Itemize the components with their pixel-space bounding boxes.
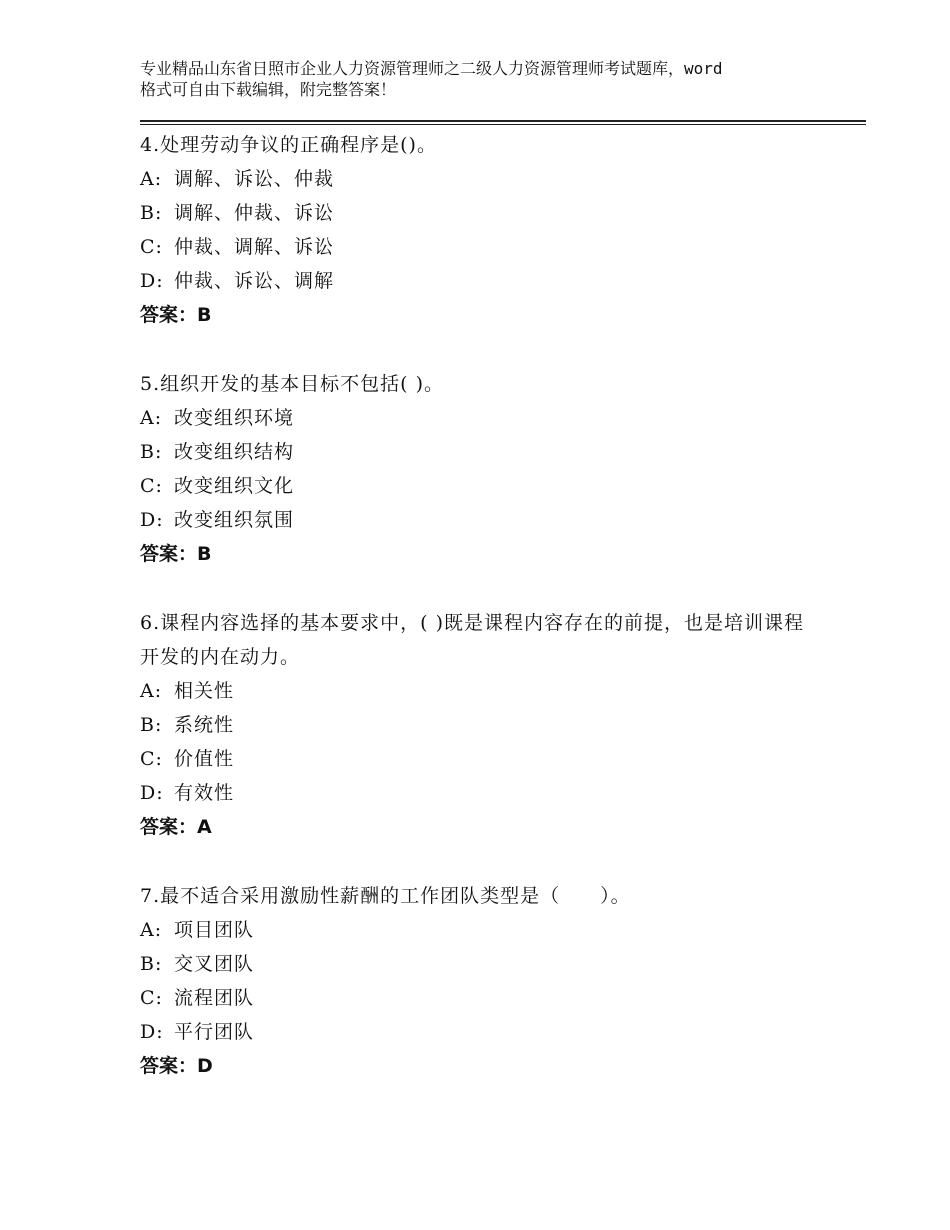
- option-d: [140, 776, 820, 810]
- option-b: [140, 947, 820, 981]
- question-stem: 6.课程内容选择的基本要求中，( )既是课程内容存在的前提，也是培训课程开发的内在动力。: [140, 612, 804, 668]
- option-a: [140, 913, 820, 947]
- option-text: 平行团队: [174, 1021, 255, 1043]
- option-text: 项目团队: [174, 919, 255, 941]
- option-text: 价值性: [174, 748, 235, 770]
- question-stem: 5.组织开发的基本目标不包括( )。: [140, 373, 444, 395]
- option-c: [140, 230, 820, 264]
- option-c: [140, 981, 820, 1015]
- option-letter: B:: [140, 202, 163, 224]
- option-letter: D:: [140, 782, 164, 804]
- option-a: [140, 401, 820, 435]
- question-spacer: [140, 571, 820, 606]
- header-divider-thin: [140, 124, 866, 125]
- option-letter: D:: [140, 270, 164, 292]
- option-text: 调解、诉讼、仲裁: [174, 168, 335, 190]
- answer-line: 答案：A: [140, 816, 212, 838]
- option-text: 仲裁、诉讼、调解: [174, 270, 335, 292]
- option-d: [140, 503, 820, 537]
- option-b: [140, 435, 820, 469]
- question-5: [140, 367, 820, 571]
- option-text: 调解、仲裁、诉讼: [174, 202, 335, 224]
- option-text: 流程团队: [174, 987, 255, 1009]
- option-c: [140, 469, 820, 503]
- option-text: 改变组织文化: [174, 475, 295, 497]
- option-text: 仲裁、调解、诉讼: [174, 236, 335, 258]
- question-stem: 7.最不适合采用激励性薪酬的工作团队类型是（ ）。: [140, 885, 631, 907]
- option-letter: B:: [140, 953, 163, 975]
- option-letter: C:: [140, 236, 163, 258]
- option-letter: A:: [140, 168, 163, 190]
- question-list: [140, 128, 820, 1083]
- option-d: [140, 264, 820, 298]
- option-letter: C:: [140, 748, 163, 770]
- question-6: [140, 606, 820, 844]
- option-b: [140, 708, 820, 742]
- option-letter: A:: [140, 680, 163, 702]
- question-stem: 4.处理劳动争议的正确程序是()。: [140, 134, 437, 156]
- option-letter: D:: [140, 509, 164, 531]
- option-text: 改变组织结构: [174, 441, 295, 463]
- option-letter: A:: [140, 407, 163, 429]
- header-line-2: 格式可自由下载编辑，附完整答案！: [140, 80, 397, 99]
- option-letter: B:: [140, 441, 163, 463]
- option-d: [140, 1015, 820, 1049]
- option-c: [140, 742, 820, 776]
- option-letter: A:: [140, 919, 163, 941]
- option-a: [140, 162, 820, 196]
- header-line-1: 专业精品山东省日照市企业人力资源管理师之二级人力资源管理师考试题库，word: [140, 59, 723, 78]
- option-letter: D:: [140, 1021, 164, 1043]
- answer-line: 答案：B: [140, 543, 212, 565]
- option-text: 改变组织环境: [174, 407, 295, 429]
- option-text: 系统性: [174, 714, 235, 736]
- header-divider: [140, 120, 866, 122]
- option-letter: B:: [140, 714, 163, 736]
- option-text: 相关性: [174, 680, 235, 702]
- question-7: [140, 879, 820, 1083]
- question-spacer: [140, 332, 820, 367]
- question-4: [140, 128, 820, 332]
- answer-line: 答案：B: [140, 304, 212, 326]
- option-text: 改变组织氛围: [174, 509, 295, 531]
- option-letter: C:: [140, 987, 163, 1009]
- document-header: [140, 58, 840, 100]
- question-spacer: [140, 844, 820, 879]
- option-a: [140, 674, 820, 708]
- option-text: 有效性: [174, 782, 235, 804]
- answer-line: 答案：D: [140, 1055, 213, 1077]
- option-b: [140, 196, 820, 230]
- option-letter: C:: [140, 475, 163, 497]
- option-text: 交叉团队: [174, 953, 255, 975]
